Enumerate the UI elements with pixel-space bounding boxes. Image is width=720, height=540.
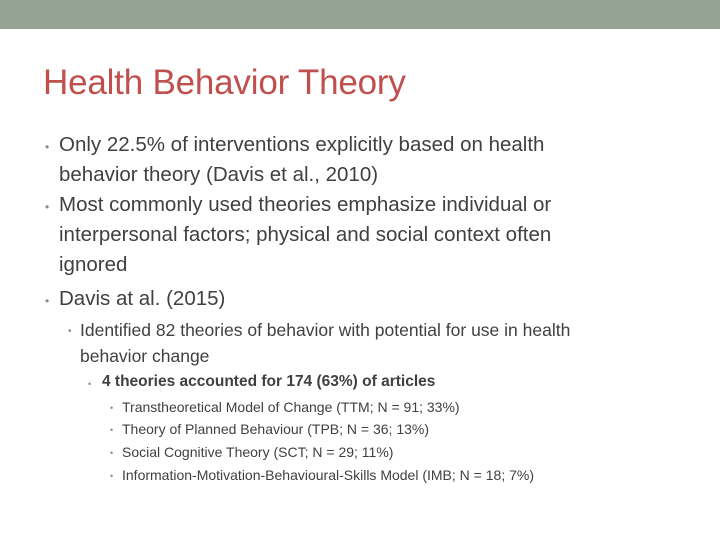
bullet-line: Information-Motivation-Behavioural-Skills Model (IMB; N = 18; 7%)	[122, 467, 534, 483]
bullet-line: Theory of Planned Behaviour (TPB; N = 36; 13%)	[122, 421, 429, 437]
bullet-dot-icon: •	[45, 294, 50, 308]
bullet-dot-icon: •	[110, 403, 114, 413]
bullet-level4-item	[110, 418, 720, 440]
bullet-dot-icon: •	[68, 326, 72, 337]
bullet-level2-item	[68, 317, 700, 369]
bullet-line: 4 theories accounted for 174 (63%) of articles	[102, 373, 436, 390]
bullet-line: Davis at al. (2015)	[59, 287, 226, 310]
bullet-line: interpersonal factors; physical and social context often	[59, 223, 552, 246]
slide-title: Health Behavior Theory	[43, 63, 406, 102]
bullet-dot-icon: •	[45, 200, 50, 214]
bullet-level1-item	[45, 130, 679, 190]
bullet-line: ignored	[59, 253, 128, 276]
bullet-level4-item	[110, 441, 720, 463]
bullet-dot-icon: •	[110, 471, 114, 481]
bullet-level1-item	[45, 190, 679, 280]
bullet-dot-icon: •	[88, 379, 92, 389]
bullet-line: Only 22.5% of interventions explicitly based on health	[59, 133, 545, 156]
bullet-line: Social Cognitive Theory (SCT; N = 29; 11%)	[122, 444, 394, 460]
bullet-dot-icon: •	[110, 425, 114, 435]
bullet-level1-item	[45, 284, 679, 314]
bullet-level4-item	[110, 396, 720, 418]
bullet-line: behavior change	[80, 346, 210, 366]
bullet-line: Transtheoretical Model of Change (TTM; N = 91; 33%)	[122, 399, 460, 415]
bullet-dot-icon: •	[45, 140, 50, 154]
bullet-level4-item	[110, 464, 720, 486]
bullet-line: Identified 82 theories of behavior with potential for use in health	[80, 320, 571, 340]
bullet-line: behavior theory (Davis et al., 2010)	[59, 163, 379, 186]
top-accent-bar	[0, 0, 720, 29]
bullet-dot-icon: •	[110, 448, 114, 458]
bullet-level3-item	[88, 372, 702, 392]
bullet-line: Most commonly used theories emphasize individual or	[59, 193, 552, 216]
